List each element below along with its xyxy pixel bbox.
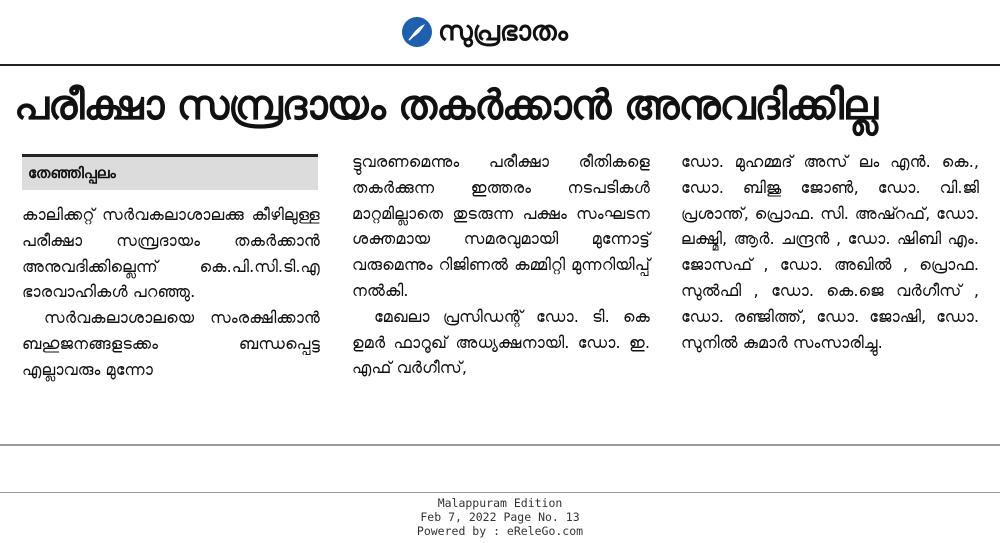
page-footer: [0, 496, 1000, 538]
masthead-rule: [0, 64, 1000, 66]
paragraph: മേഖലാ പ്രസിഡന്റ് ഡോ. ടി. കെ ഉമർ ഫാറൂഖ് അധ്യക്ഷനായി. ഡോ. ഇ. എഫ് വർഗീസ്,: [352, 306, 650, 378]
powered-by-link[interactable]: Powered by : eReleGo.com: [416, 524, 584, 538]
quill-logo-icon: [402, 17, 432, 47]
newspaper-logo: [402, 12, 568, 52]
article-bottom-rule: [0, 444, 1000, 446]
paragraph: കാലിക്കറ്റ് സർവകലാശാലക്കു കീഴിലുള്ള പരീക്ഷാ സമ്പ്രദായം തകർക്കാൻ അനുവദിക്കില്ലെന്ന് കെ.പി.സി.ടി.എ ഭാരവാഹികൾ പറഞ്ഞു.: [22, 205, 320, 302]
article-column-1: [22, 202, 320, 383]
article-column-3: [681, 149, 979, 355]
paragraph: സർവകലാശാലയെ സംരക്ഷിക്കാൻ ബഹുജനങ്ങളടക്കം ബന്ധപ്പെട്ട എല്ലാവരും മുന്നോ: [22, 308, 320, 379]
article-headline: പരീക്ഷാ സമ്പ്രദായം തകർക്കാൻ അനുവദിക്കില്ല: [14, 81, 878, 129]
logo-text: സുപ്രഭാതം: [438, 16, 568, 47]
date-page-label: Feb 7, 2022 Page No. 13: [420, 510, 580, 524]
paragraph: ട്ടുവരണമെന്നും പരീക്ഷാ രീതികളെ തകർക്കുന്ന ഇത്തരം നടപടികൾ മാറ്റമില്ലാതെ തുടരുന്ന പക്ഷം സംഘടന ശക്തമായ സമരവുമായി മുന്നോട്ട് വരുമെന്നും റിജിണൽ കമ്മിറ്റി മുന്നറിയിപ്പ് നൽകി.: [352, 152, 650, 300]
footer-rule: [0, 492, 1000, 493]
article-column-2: [352, 149, 650, 381]
paragraph: ഡോ. മുഹമ്മദ് അസ് ലം എൻ. കെ., ഡോ. ബിജു ജോൺ, ഡോ. വി.ജി പ്രശാന്ത്, പ്രൊഫ. സി. അഷ്റഫ്, ഡോ. ലക്ഷ്മി, ആർ. ചന്ദ്രൻ , ഡോ. ഷിബി എം. ജോസഫ് , ഡോ. അഖിൽ , പ്രൊഫ. സുൽഫി , ഡോ. കെ.ജെ വർഗീസ് , ഡോ. രഞ്ജിത്ത്, ഡോ. ജോഷി, ഡോ. സുനിൽ കുമാർ സംസാരിച്ചു.: [681, 152, 979, 352]
edition-label: Malappuram Edition: [437, 496, 563, 510]
dateline-box: തേഞ്ഞിപ്പലം: [22, 157, 318, 190]
masthead: [0, 0, 1000, 64]
